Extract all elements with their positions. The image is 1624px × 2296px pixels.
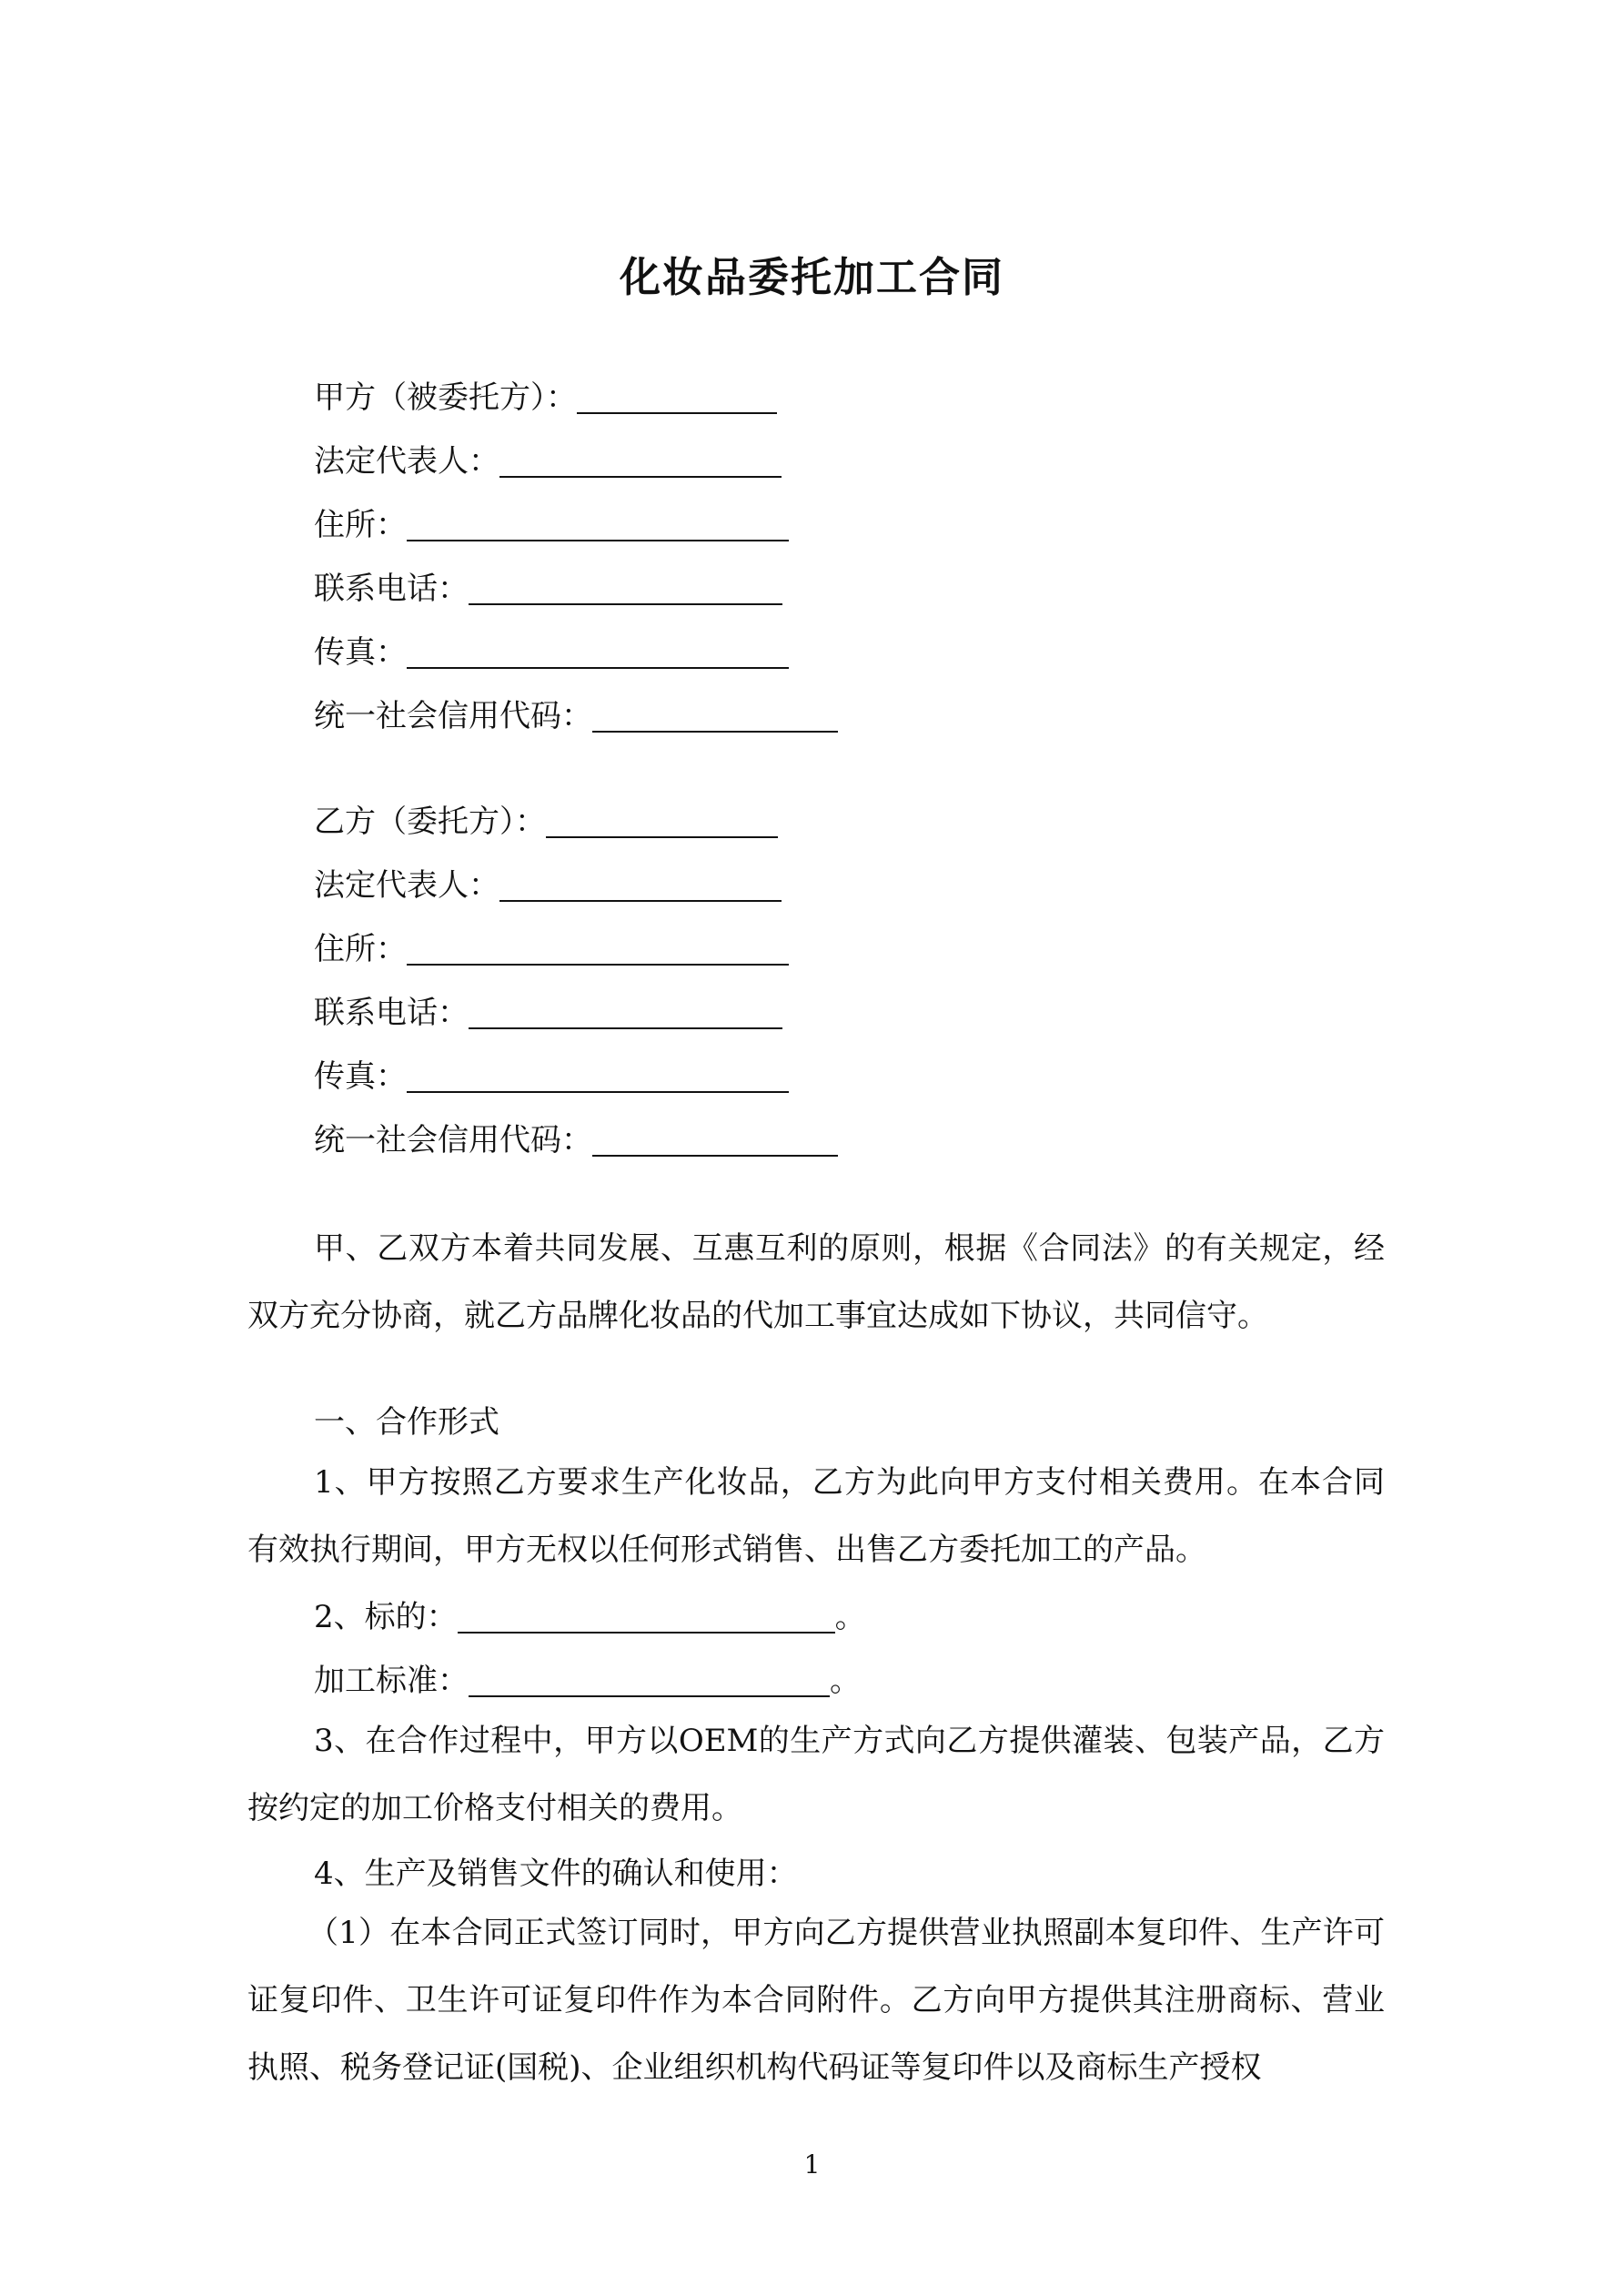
party-a-address-label: 住所：	[314, 507, 407, 543]
clause2-label: 2、标的：	[314, 1599, 458, 1635]
party-b-name-blank[interactable]	[546, 802, 778, 838]
intro-paragraph: 甲、乙双方本着共同发展、互惠互利的原则，根据《合同法》的有关规定，经双方充分协商，就乙方品牌化妆品的代加工事宜达成如下协议，共同信守。	[247, 1230, 1385, 1334]
party-a-rep-line	[314, 439, 782, 484]
party-a-rep-blank[interactable]	[499, 441, 782, 478]
party-a-credit-code-blank[interactable]	[592, 696, 838, 733]
party-b-rep-label: 法定代表人：	[314, 867, 499, 904]
party-a-fax-blank[interactable]	[407, 632, 789, 669]
party-a-name-label: 甲方（被委托方）：	[314, 379, 577, 416]
party-a-fax-line	[314, 630, 789, 675]
party-b-phone-line	[314, 990, 782, 1036]
clause4-1-paragraph: （1）在本合同正式签订同时，甲方向乙方提供营业执照副本复印件、生产许可证复印件、卫生许可证复印件作为本合同附件。乙方向甲方提供其注册商标、营业执照、税务登记证(国税)、企业组织机构代码证等复印件以及商标生产授权	[247, 1915, 1385, 2086]
party-b-phone-blank[interactable]	[469, 993, 782, 1029]
clause1-paragraph: 1、甲方按照乙方要求生产化妆品，乙方为此向甲方支付相关费用。在本合同有效执行期间，甲方无权以任何形式销售、出售乙方委托加工的产品。	[247, 1464, 1385, 1568]
party-b-name-line	[314, 799, 778, 845]
party-b-credit-code-label: 统一社会信用代码：	[314, 1122, 592, 1158]
clause2-end: 。	[834, 1599, 866, 1635]
standard-label: 加工标准：	[314, 1663, 469, 1699]
standard-end: 。	[830, 1663, 861, 1699]
party-a-phone-blank[interactable]	[469, 569, 782, 605]
document-title: 化妆品委托加工合同	[619, 253, 1004, 301]
party-a-credit-code-line	[314, 693, 838, 739]
party-a-phone-line	[314, 566, 782, 612]
party-a-name-line	[314, 375, 777, 420]
party-a-fax-label: 传真：	[314, 634, 407, 671]
party-b-credit-code-line	[314, 1118, 838, 1163]
party-b-address-blank[interactable]	[407, 929, 789, 966]
standard-line	[314, 1658, 861, 1704]
party-b-address-line	[314, 926, 789, 972]
party-a-credit-code-label: 统一社会信用代码：	[314, 698, 592, 734]
party-a-phone-label: 联系电话：	[314, 571, 469, 607]
party-b-rep-line	[314, 863, 782, 908]
clause3-paragraph: 3、在合作过程中，甲方以OEM的生产方式向乙方提供灌装、包装产品，乙方按约定的加工价格支付相关的费用。	[247, 1723, 1385, 1826]
clause4-heading: 4、生产及销售文件的确认和使用：	[314, 1856, 798, 1892]
party-b-fax-label: 传真：	[314, 1058, 407, 1095]
party-b-address-label: 住所：	[314, 931, 407, 967]
party-b-phone-label: 联系电话：	[314, 995, 469, 1031]
party-a-name-blank[interactable]	[577, 378, 777, 414]
standard-blank[interactable]	[469, 1661, 830, 1697]
party-b-name-label: 乙方（委托方）：	[314, 804, 546, 840]
section1-heading: 一、合作形式	[314, 1404, 499, 1441]
party-a-rep-label: 法定代表人：	[314, 443, 499, 480]
party-b-rep-blank[interactable]	[499, 865, 782, 902]
clause2-line	[314, 1594, 866, 1640]
party-b-credit-code-blank[interactable]	[592, 1120, 838, 1157]
party-b-fax-blank[interactable]	[407, 1057, 789, 1093]
clause2-blank[interactable]	[458, 1597, 835, 1633]
party-a-address-blank[interactable]	[407, 505, 789, 541]
party-b-fax-line	[314, 1054, 789, 1099]
page-number: 1	[803, 2149, 821, 2180]
party-a-address-line	[314, 502, 789, 548]
